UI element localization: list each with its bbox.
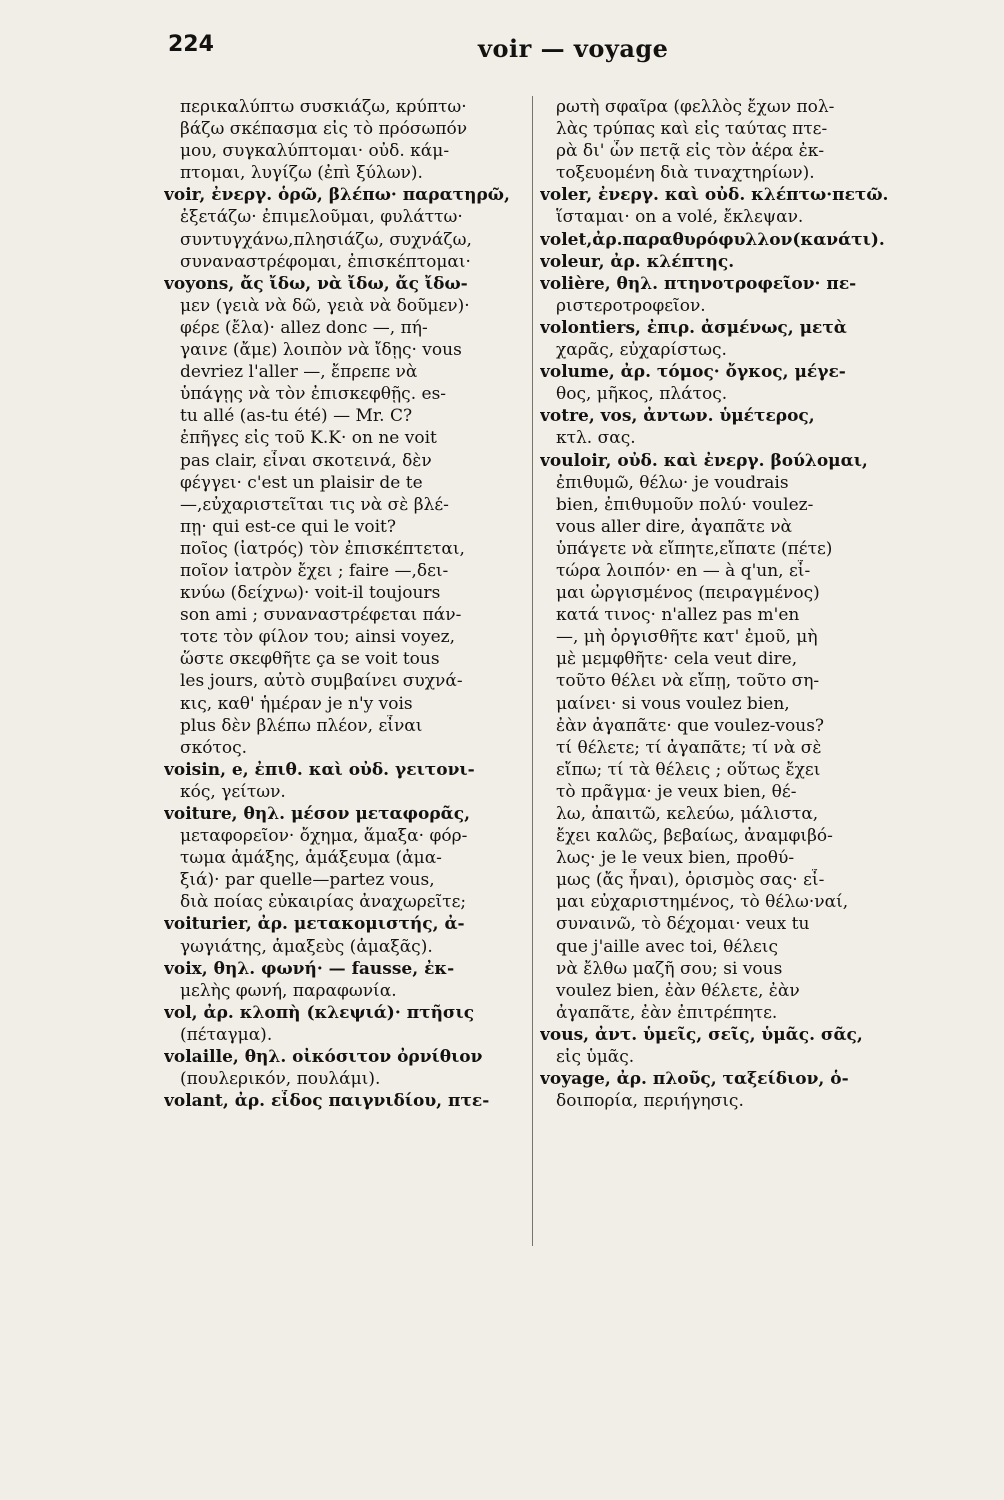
entry-continuation-line: vous aller dire, ἀγαπᾶτε νὰ [556, 516, 793, 537]
dictionary-entry-line: volant, ἀρ. εἶδος παιγνιδίου, πτε- [164, 1091, 490, 1112]
entry-continuation-line: μεταφορεῖον· ὄχημα, ἅμαξα· φόρ- [180, 826, 468, 847]
entry-continuation-line: pas clair, εἶναι σκοτεινά, δὲν [180, 450, 432, 471]
entry-continuation-line: βάζω σκέπασμα εἰς τὸ πρόσωπόν [180, 119, 468, 140]
entry-continuation-line: σκότος. [180, 737, 248, 758]
entry-continuation-line: εἴπω; τί τὰ θέλεις ; οὕτως ἔχει [556, 759, 821, 780]
entry-continuation-line: πτομαι, λυγίζω (ἐπὶ ξύλων). [180, 163, 423, 184]
entry-continuation-line: —,εὐχαριστεῖται τις νὰ σὲ βλέ- [180, 494, 449, 515]
left-column [164, 96, 524, 1112]
column-divider [532, 96, 533, 1246]
entry-continuation-line: χαρᾶς, εὐχαρίστως. [556, 340, 727, 361]
entry-continuation-line: son ami ; συναναστρέφεται πάν- [180, 605, 462, 626]
entry-continuation-line: μου, συγκαλύπτομαι· οὐδ. κάμ- [180, 141, 450, 162]
entry-continuation-line: κός, γείτων. [180, 781, 286, 802]
dictionary-entry-line: votre, vos, ἀντων. ὑμέτερος, [540, 406, 815, 427]
entry-continuation-line: λὰς τρύπας καὶ εἰς ταύτας πτε- [556, 119, 828, 140]
entry-continuation-line: ριστεροτροφεῖον. [556, 295, 706, 316]
entry-continuation-line: συναναστρέφομαι, ἐπισκέπτομαι· [180, 251, 471, 272]
entry-continuation-line: συναινῶ, τὸ δέχομαι· veux tu [556, 914, 810, 935]
entry-continuation-line: μως (ἄς ἦναι), ὁρισμὸς σας· εἶ- [556, 870, 825, 891]
dictionary-entry-line: voisin, e, ἐπιθ. καὶ οὐδ. γειτονι- [164, 759, 475, 780]
entry-continuation-line: (πέταγμα). [180, 1024, 273, 1045]
entry-continuation-line: ὑπάγετε νὰ εἴπητε,εἴπατε (πέτε) [556, 538, 833, 559]
entry-continuation-line: voulez bien, ἐὰν θέλετε, ἐὰν [556, 980, 800, 1001]
dictionary-entry-line: voyage, ἀρ. πλοῦς, ταξείδιον, ὁ- [540, 1069, 849, 1090]
entry-continuation-line: ἐὰν ἀγαπᾶτε· que voulez-vous? [556, 715, 825, 736]
entry-continuation-line: ἐξετάζω· ἐπιμελοῦμαι, φυλάττω· [180, 207, 463, 228]
entry-continuation-line: κατά τινος· n'allez pas m'en [556, 605, 800, 626]
entry-continuation-line: (πουλερικόν, πουλάμι). [180, 1069, 381, 1090]
dictionary-entry-line: voiturier, ἀρ. μετακομιστής, ἀ- [164, 914, 465, 935]
entry-continuation-line: εἰς ὑμᾶς. [556, 1047, 635, 1068]
entry-continuation-line: plus δὲν βλέπω πλέον, εἶναι [180, 715, 423, 736]
entry-continuation-line: devriez l'aller —, ἔπρεπε νὰ [180, 362, 418, 383]
entry-continuation-line: τί θέλετε; τί ἀγαπᾶτε; τί νὰ σὲ [556, 737, 822, 758]
entry-continuation-line: γαινε (ἄμε) λοιπὸν νὰ ἴδῃς· vous [180, 340, 462, 361]
page-number: 224 [168, 32, 214, 57]
entry-continuation-line: tu allé (as-tu été) — Mr. C? [180, 406, 413, 427]
dictionary-entry-line: voyons, ἄς ἴδω, νὰ ἴδω, ἄς ἴδω- [164, 273, 468, 294]
entry-continuation-line: ἐπῆγες εἰς τοῦ Κ.Κ· on ne voit [180, 428, 437, 449]
entry-continuation-line: ρὰ δι' ὧν πετᾷ εἰς τὸν ἀέρα ἐκ- [556, 141, 825, 162]
entry-continuation-line: συντυγχάνω,πλησιάζω, συχνάζω, [180, 229, 472, 250]
entry-continuation-line: ρωτὴ σφαῖρα (φελλὸς ἔχων πολ- [556, 97, 835, 117]
entry-continuation-line: ἐπιθυμῶ, θέλω· je voudrais [556, 472, 789, 493]
dictionary-entry-line: volaille, θηλ. οἰκόσιτον ὀρνίθιον [164, 1047, 483, 1068]
entry-continuation-line: ἔχει καλῶς, βεβαίως, ἀναμφιβό- [556, 826, 833, 847]
dictionary-entry-line: vous, ἀντ. ὑμεῖς, σεῖς, ὑμᾶς. σᾶς, [540, 1024, 863, 1045]
entry-continuation-line: ξιά)· par quelle—partez vous, [180, 870, 435, 891]
dictionary-entry-line: vol, ἀρ. κλοπὴ (κλεψιά)· πτῆσις [164, 1002, 475, 1023]
dictionary-entry-line: voir, ἐνεργ. ὁρῶ, βλέπω· παρατηρῶ, [164, 185, 510, 206]
entry-continuation-line: νὰ ἔλθω μαζῆ σου; si vous [556, 958, 783, 979]
entry-continuation-line: θος, μῆκος, πλάτος. [556, 384, 728, 405]
entry-continuation-line: μελὴς φωνή, παραφωνία. [180, 980, 397, 1001]
entry-continuation-line: ὑπάγῃς νὰ τὸν ἐπισκεφθῇς. es- [180, 384, 447, 405]
entry-continuation-line: τοξευομένη διὰ τιναχτηρίων). [556, 163, 815, 184]
entry-continuation-line: ποῖον ἰατρὸν ἔχει ; faire —,δει- [180, 560, 449, 581]
entry-continuation-line: μαι ὠργισμένος (πειραγμένος) [556, 583, 820, 604]
entry-continuation-line: ἵσταμαι· on a volé, ἔκλεψαν. [556, 207, 804, 228]
entry-continuation-line: que j'aille avec toi, θέλεις [556, 936, 778, 957]
entry-continuation-line: κτλ. σας. [556, 428, 636, 449]
entry-continuation-line: bien, ἐπιθυμοῦν πολύ· voulez- [556, 494, 814, 515]
entry-continuation-line: περικαλύπτω συσκιάζω, κρύπτω· [180, 97, 467, 117]
entry-continuation-line: κνύω (δείχνω)· voit-il toujours [180, 583, 441, 604]
entry-continuation-line: φέρε (ἔλα)· allez donc —, πή- [180, 317, 428, 338]
entry-continuation-line: τωμα ἁμάξης, ἁμάξευμα (ἀμα- [180, 848, 442, 869]
dictionary-entry-line: volume, ἀρ. τόμος· ὄγκος, μέγε- [540, 362, 846, 383]
dictionary-entry-line: volet,ἀρ.παραθυρόφυλλον(κανάτι). [540, 229, 885, 250]
entry-continuation-line: δοιπορία, περιήγησις. [556, 1091, 744, 1112]
entry-continuation-line: κις, καθ' ἡμέραν je n'y vois [180, 693, 413, 714]
dictionary-entry-line: voler, ἐνεργ. καὶ οὐδ. κλέπτω·πετῶ. [540, 185, 889, 206]
entry-continuation-line: διὰ ποίας εὐκαιρίας ἀναχωρεῖτε; [180, 892, 467, 913]
entry-continuation-line: μαίνει· si vous voulez bien, [556, 693, 790, 714]
right-column [540, 96, 908, 1112]
entry-continuation-line: φέγγει· c'est un plaisir de te [180, 472, 423, 493]
entry-continuation-line: μαι εὐχαριστημένος, τὸ θέλω·ναί, [556, 892, 849, 913]
entry-continuation-line: μεν (γειὰ νὰ δῶ, γειὰ νὰ δοῦμεν)· [180, 295, 470, 316]
entry-continuation-line: πῃ· qui est-ce qui le voit? [180, 516, 396, 537]
dictionary-entry-line: volontiers, ἐπιρ. ἀσμένως, μετὰ [540, 317, 847, 338]
entry-continuation-line: τώρα λοιπόν· en — à q'un, εἶ- [556, 560, 811, 581]
dictionary-entry-line: voleur, ἀρ. κλέπτης. [540, 251, 735, 272]
entry-continuation-line: λως· je le veux bien, προθύ- [556, 848, 795, 869]
entry-continuation-line: γωγιάτης, ἁμαξεὺς (ἁμαξᾶς). [180, 936, 433, 957]
entry-continuation-line: ἀγαπᾶτε, ἐὰν ἐπιτρέπητε. [556, 1002, 778, 1023]
entry-continuation-line: les jours, αὐτὸ συμβαίνει συχνά- [180, 671, 463, 692]
entry-continuation-line: λω, ἀπαιτῶ, κελεύω, μάλιστα, [556, 804, 819, 824]
dictionary-entry-line: volière, θηλ. πτηνοτροφεῖον· πε- [540, 273, 857, 294]
dictionary-entry-line: voix, θηλ. φωνή· — fausse, ἐκ- [164, 958, 455, 979]
entry-continuation-line: ὥστε σκεφθῆτε ça se voit tous [180, 649, 440, 670]
entry-continuation-line: τὸ πρᾶγμα· je veux bien, θέ- [556, 781, 797, 802]
entry-continuation-line: τοῦτο θέλει νὰ εἴπῃ, τοῦτο ση- [556, 671, 820, 692]
entry-continuation-line: —, μὴ ὀργισθῆτε κατ' ἐμοῦ, μὴ [556, 627, 818, 648]
dictionary-entry-line: vouloir, οὐδ. καὶ ἐνεργ. βούλομαι, [540, 450, 868, 471]
dictionary-entry-line: voiture, θηλ. μέσον μεταφορᾶς, [164, 804, 470, 824]
entry-continuation-line: ποῖος (ἰατρός) τὸν ἐπισκέπτεται, [180, 538, 465, 559]
entry-continuation-line: τοτε τὸν φίλον του; ainsi voyez, [180, 627, 456, 648]
entry-continuation-line: μὲ μεμφθῆτε· cela veut dire, [556, 649, 798, 670]
running-head: voir — voyage [478, 34, 669, 63]
